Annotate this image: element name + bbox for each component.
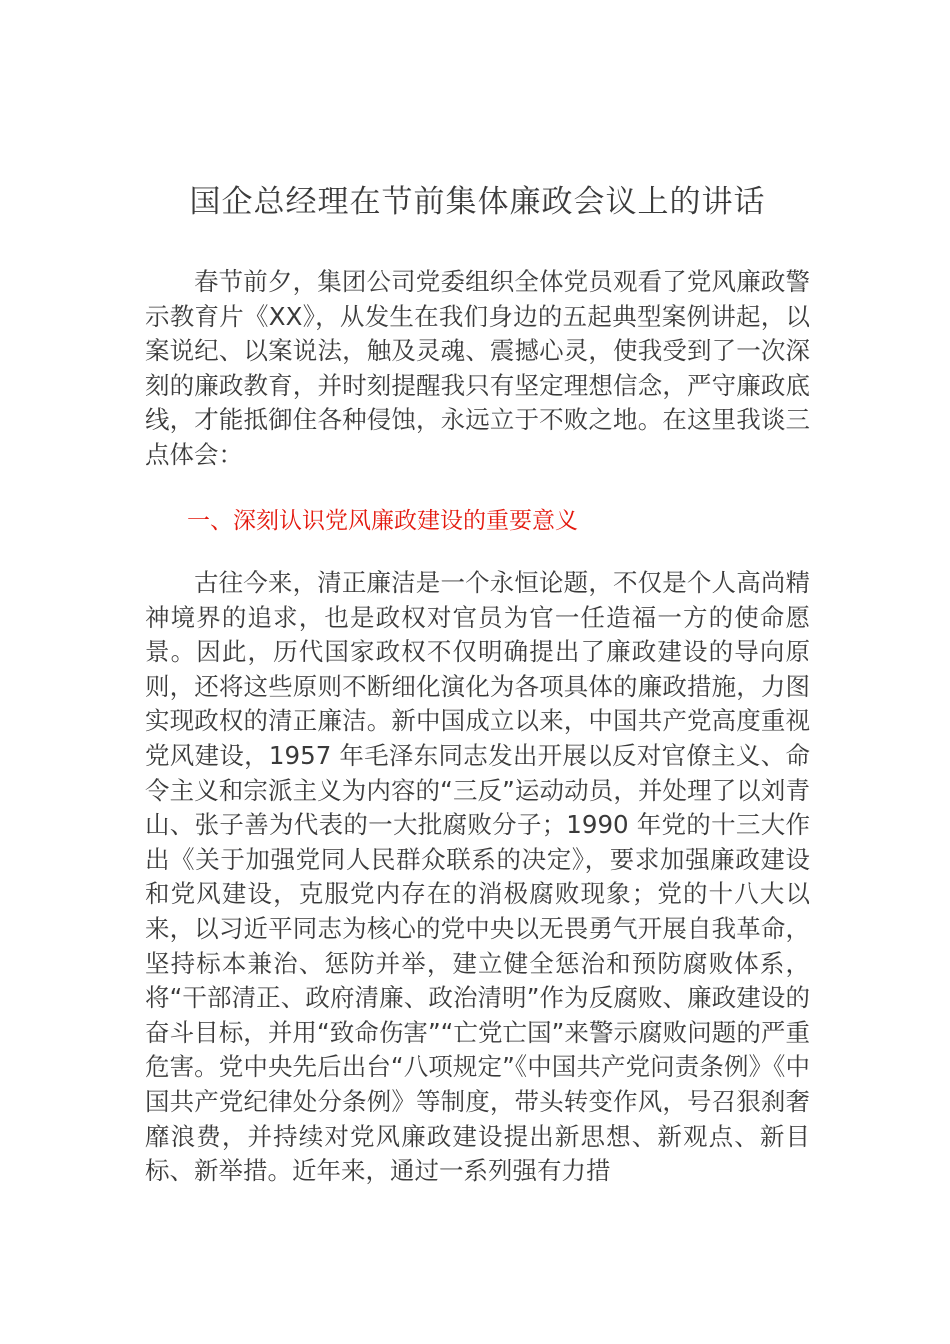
section-heading-1: 一、深刻认识党风廉政建设的重要意义 (187, 508, 578, 534)
document-title: 国企总经理在节前集体廉政会议上的讲话 (189, 184, 766, 220)
body-paragraph: 古往今来，清正廉洁是一个永恒论题，不仅是个人高尚精神境界的追求，也是政权对官员为官一任造福一方的使命愿景。因此，历代国家政权不仅明确提出了廉政建设的导向原则，还将这些原则不断细化演化为各项具体的廉政措施，力图实现政权的清正廉洁。新中国成立以来，中国共产党高度重视党风建设，1957 年毛泽东同志发出开展以反对官僚主义、命令主义和宗派主义为内容的“三反”运动动员，并处理了以刘青山、张子善为代表的一大批腐败分子；1990 年党的十三大作出《关于加强党同人民群众联系的决定》，要求加强廉政建设和党风建设，克服党内存在的消极腐败现象；党的十八大以来，以习近平同志为核心的党中央以无畏勇气开展自我革命，坚持标本兼治、惩防并举，建立健全惩治和预防腐败体系，将“干部清正、政府清廉、政治清明”作为反腐败、廉政建设的奋斗目标，并用“致命伤害”“亡党亡国”来警示腐败问题的严重危害。党中央先后出台“八项规定”《中国共产党问责条例》《中国共产党纪律处分条例》等制度，带头转变作风，号召狠刹奢靡浪费，并持续对党风廉政建设提出新思想、新观点、新目标、新举措。近年来，通过一系列强有力措 (145, 568, 810, 1186)
intro-paragraph: 春节前夕，集团公司党委组织全体党员观看了党风廉政警示教育片《XX》，从发生在我们身边的五起典型案例讲起，以案说纪、以案说法，触及灵魂、震撼心灵，使我受到了一次深刻的廉政教育，并时刻提醒我只有坚定理想信念，严守廉政底线，才能抵御住各种侵蚀，永远立于不败之地。在这里我谈三点体会： (145, 267, 810, 469)
